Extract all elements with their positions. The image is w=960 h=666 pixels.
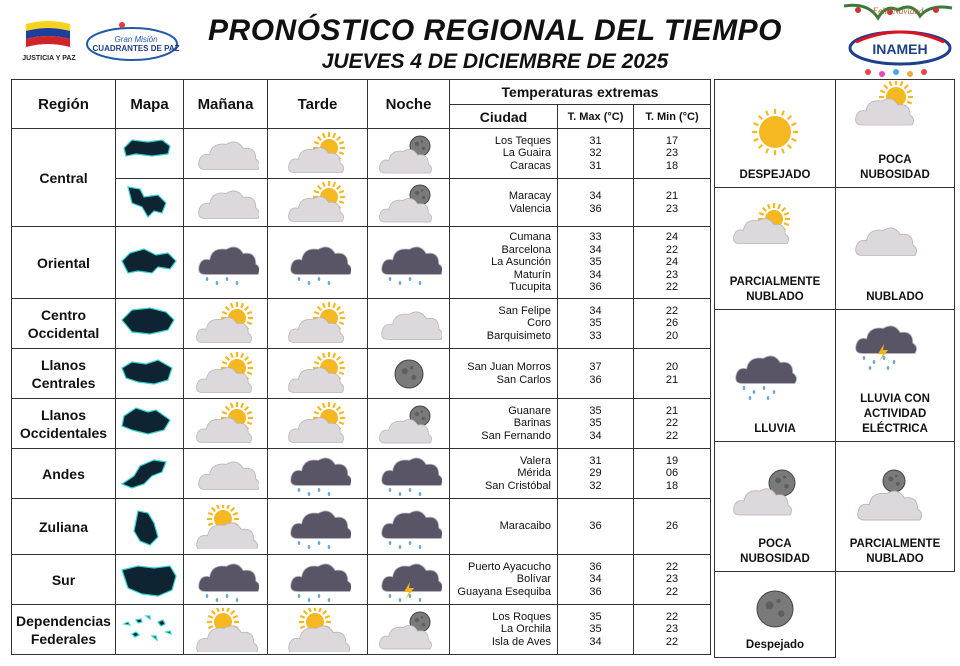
city-list: Los Roques La Orchila Isla de Aves: [450, 605, 558, 655]
morning-forecast-icon: [184, 399, 268, 449]
legend-empty-cell: [836, 572, 955, 658]
legend-moon-icon: [715, 580, 835, 638]
venezuela-flag-logo: [18, 18, 80, 66]
tmax-values: 37 36: [558, 349, 634, 399]
region-name: Sur: [12, 555, 116, 605]
table-row: [12, 129, 711, 179]
tmin-values: 22 23 22: [634, 555, 711, 605]
region-map: [116, 449, 184, 499]
legend-storm-icon: [836, 320, 954, 392]
city-list: Maracay Valencia: [450, 179, 558, 227]
legend-item: [836, 188, 955, 310]
legend-table: [714, 79, 955, 658]
legend-moon-cloud-big-icon: [836, 465, 954, 537]
legend-item: [715, 310, 836, 442]
night-forecast-icon: [368, 349, 450, 399]
table-row: [12, 555, 711, 605]
tmax-values: 36 34 36: [558, 555, 634, 605]
header: [0, 0, 960, 80]
region-map: [116, 499, 184, 555]
afternoon-forecast-icon: [268, 449, 368, 499]
legend-label: PARCIALMENTE NUBLADO: [849, 538, 941, 565]
legend-partly-cloudy-icon: [715, 203, 835, 275]
afternoon-forecast-icon: [268, 605, 368, 655]
region-name: Oriental: [12, 227, 116, 299]
morning-forecast-icon: [184, 449, 268, 499]
region-name: Llanos Occidentales: [12, 399, 116, 449]
region-map: [116, 179, 184, 227]
tmax-values: 36: [558, 499, 634, 555]
region-name: Dependencias Federales: [12, 605, 116, 655]
legend-label: PARCIALMENTE NUBLADO: [729, 276, 821, 303]
region-map: [116, 555, 184, 605]
afternoon-forecast-icon: [268, 555, 368, 605]
city-list: San Juan Morros San Carlos: [450, 349, 558, 399]
region-map: [116, 227, 184, 299]
header-region: Región: [12, 80, 116, 129]
table-row: [12, 227, 711, 299]
tmin-values: 26: [634, 499, 711, 555]
city-list: Los Teques La Guaira Caracas: [450, 129, 558, 179]
tmin-values: 17 23 18: [634, 129, 711, 179]
legend-item: [836, 310, 955, 442]
tmin-values: 20 21: [634, 349, 711, 399]
tmin-values: 24 22 24 23 22: [634, 227, 711, 299]
region-name: Zuliana: [12, 499, 116, 555]
legend-item: [715, 188, 836, 310]
region-name: Llanos Centrales: [12, 349, 116, 399]
header-city: Ciudad: [450, 105, 558, 129]
svg-text:JUSTICIA Y PAZ: JUSTICIA Y PAZ: [22, 55, 76, 62]
table-row: [12, 399, 711, 449]
city-list: Maracaibo: [450, 499, 558, 555]
cuadrantes-de-paz-logo: [84, 18, 180, 66]
night-forecast-icon: [368, 299, 450, 349]
page-title: PRONÓSTICO REGIONAL DEL TIEMPO: [208, 14, 782, 47]
afternoon-forecast-icon: [268, 299, 368, 349]
header-tmax: T. Max (°C): [558, 105, 634, 129]
region-name: Andes: [12, 449, 116, 499]
legend-item: [715, 442, 836, 572]
legend-cloudy-icon: [836, 218, 954, 290]
legend-cloud-sun-small-icon: [836, 81, 954, 153]
night-forecast-icon: [368, 227, 450, 299]
region-map: [116, 299, 184, 349]
city-list: Puerto Ayacucho Bolívar Guayana Esequiba: [450, 555, 558, 605]
morning-forecast-icon: [184, 299, 268, 349]
night-forecast-icon: [368, 129, 450, 179]
legend-label: POCA NUBOSIDAD: [740, 538, 810, 565]
header-morning: Mañana: [184, 80, 268, 129]
afternoon-forecast-icon: [268, 227, 368, 299]
tmax-values: 35 35 34: [558, 399, 634, 449]
tmax-values: 34 36: [558, 179, 634, 227]
tmax-values: 31 29 32: [558, 449, 634, 499]
tmin-values: 21 22 22: [634, 399, 711, 449]
city-list: Valera Mérida San Cristóbal: [450, 449, 558, 499]
afternoon-forecast-icon: [268, 499, 368, 555]
city-list: San Felipe Coro Barquisimeto: [450, 299, 558, 349]
tmax-values: 31 32 31: [558, 129, 634, 179]
region-map: [116, 349, 184, 399]
svg-text:INAMEH: INAMEH: [872, 41, 928, 57]
morning-forecast-icon: [184, 499, 268, 555]
afternoon-forecast-icon: [268, 349, 368, 399]
tmin-values: 21 23: [634, 179, 711, 227]
night-forecast-icon: [368, 399, 450, 449]
svg-text:Gran Misión: Gran Misión: [114, 35, 158, 44]
tmin-values: 19 06 18: [634, 449, 711, 499]
header-night: Noche: [368, 80, 450, 129]
svg-text:Feliz Navidad: Feliz Navidad: [872, 6, 924, 16]
region-map: [116, 399, 184, 449]
tmax-values: 34 35 33: [558, 299, 634, 349]
city-list: Cumana Barcelona La Asunción Maturín Tucupita: [450, 227, 558, 299]
afternoon-forecast-icon: [268, 129, 368, 179]
tmax-values: 33 34 35 34 36: [558, 227, 634, 299]
legend-label: POCA NUBOSIDAD: [860, 154, 930, 181]
legend-item: [836, 80, 955, 188]
city-list: Guanare Barinas San Fernando: [450, 399, 558, 449]
morning-forecast-icon: [184, 129, 268, 179]
legend-label: NUBLADO: [866, 291, 924, 303]
region-name: Central: [12, 129, 116, 227]
morning-forecast-icon: [184, 349, 268, 399]
afternoon-forecast-icon: [268, 179, 368, 227]
tmax-values: 35 35 34: [558, 605, 634, 655]
legend-item: [715, 572, 836, 658]
table-row: [12, 449, 711, 499]
morning-forecast-icon: [184, 555, 268, 605]
table-row: [12, 179, 711, 227]
inameh-logo: [838, 0, 958, 80]
tmin-values: 22 23 22: [634, 605, 711, 655]
page-subtitle: JUEVES 4 DE DICIEMBRE DE 2025: [321, 50, 669, 73]
legend-item: [715, 80, 836, 188]
tmin-values: 22 26 20: [634, 299, 711, 349]
table-row: [12, 605, 711, 655]
morning-forecast-icon: [184, 227, 268, 299]
legend-sun-icon: [715, 96, 835, 168]
legend-rain-icon: [715, 350, 835, 422]
night-forecast-icon: [368, 555, 450, 605]
morning-forecast-icon: [184, 605, 268, 655]
table-row: [12, 349, 711, 399]
night-forecast-icon: [368, 179, 450, 227]
header-tmin: T. Min (°C): [634, 105, 711, 129]
legend-label: Despejado: [745, 639, 805, 651]
table-row: [12, 499, 711, 555]
night-forecast-icon: [368, 499, 450, 555]
legend-label: LLUVIA CON ACTIVIDAD ELÉCTRICA: [860, 393, 930, 435]
region-map: [116, 605, 184, 655]
header-map: Mapa: [116, 80, 184, 129]
forecast-table: [11, 79, 711, 655]
svg-text:CUADRANTES DE PAZ: CUADRANTES DE PAZ: [92, 44, 180, 53]
legend-label: LLUVIA: [754, 423, 796, 435]
legend-item: [836, 442, 955, 572]
region-name: Centro Occidental: [12, 299, 116, 349]
morning-forecast-icon: [184, 179, 268, 227]
header-temps: Temperaturas extremas: [450, 80, 711, 105]
legend-moon-cloud-icon: [715, 465, 835, 537]
legend-label: DESPEJADO: [739, 169, 811, 181]
night-forecast-icon: [368, 605, 450, 655]
region-map: [116, 129, 184, 179]
night-forecast-icon: [368, 449, 450, 499]
header-afternoon: Tarde: [268, 80, 368, 129]
table-row: [12, 299, 711, 349]
afternoon-forecast-icon: [268, 399, 368, 449]
